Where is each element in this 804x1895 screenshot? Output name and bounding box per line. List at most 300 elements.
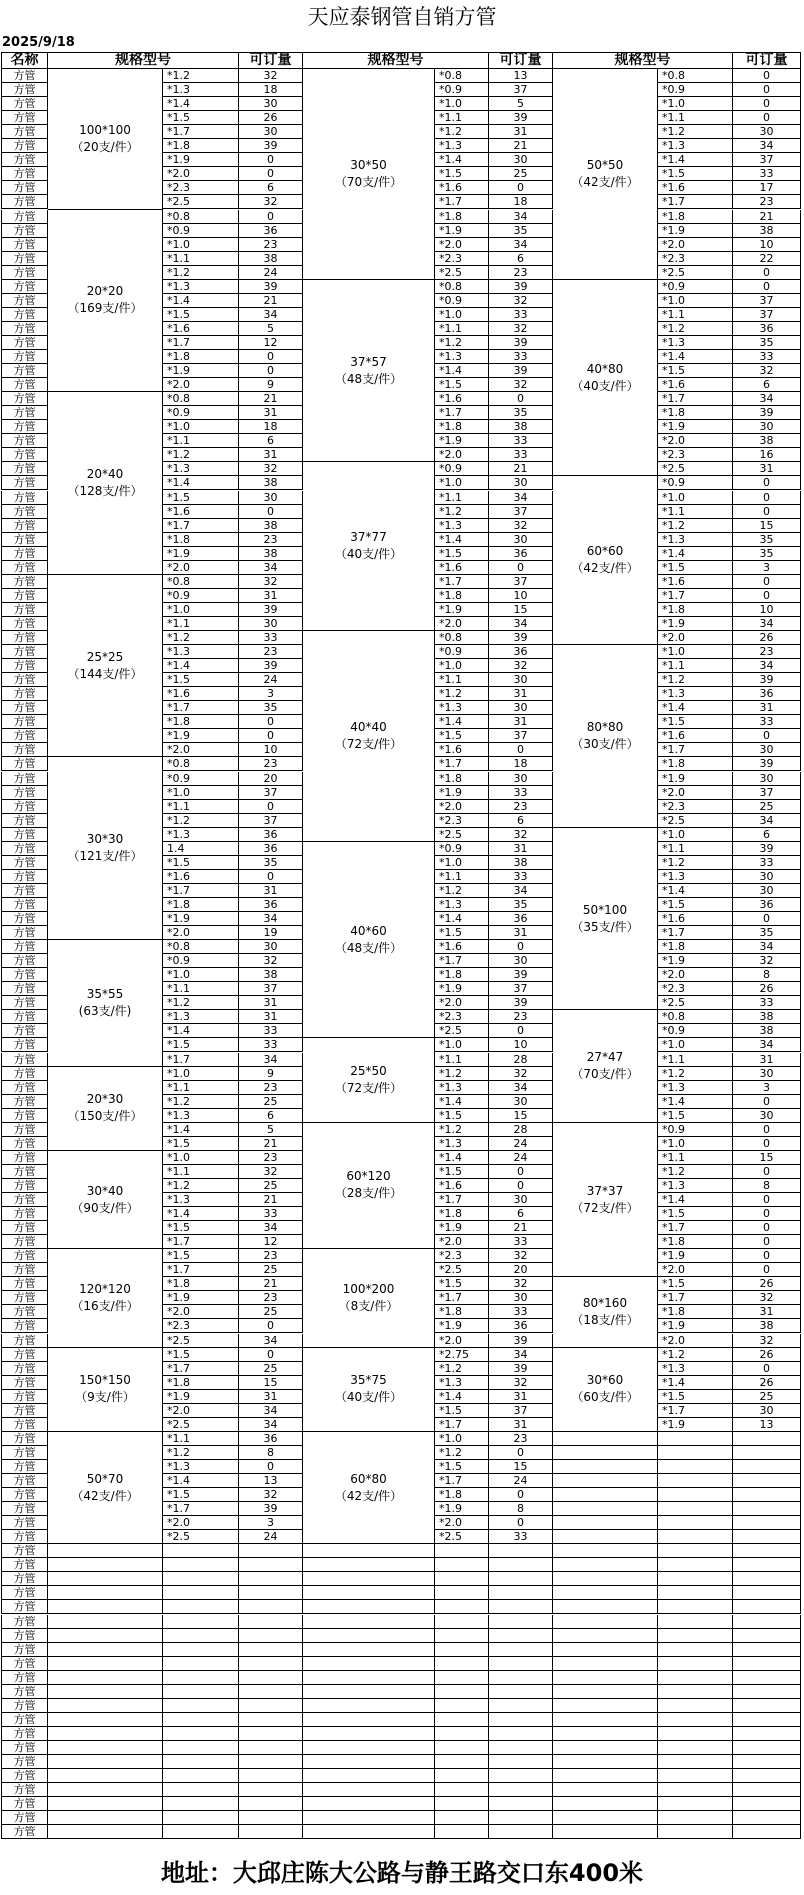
size-group bbox=[48, 1067, 163, 1151]
spec-cell: *1.5 bbox=[658, 364, 733, 378]
empty-cell bbox=[163, 1615, 239, 1629]
spec-cell: *2.5 bbox=[658, 814, 733, 828]
spec-cell: *1.7 bbox=[163, 336, 239, 350]
group-cell bbox=[553, 1741, 658, 1755]
spec-cell: *1.3 bbox=[163, 83, 239, 97]
quantity-cell: 0 bbox=[239, 1460, 303, 1474]
quantity-cell: 23 bbox=[239, 1249, 303, 1263]
empty-cell bbox=[239, 1727, 303, 1741]
quantity-cell: 39 bbox=[489, 631, 553, 645]
spec-cell: *1.6 bbox=[163, 687, 239, 701]
quantity-cell: 32 bbox=[239, 1488, 303, 1502]
spec-cell: *1.5 bbox=[435, 1404, 489, 1418]
spec-cell: *1.0 bbox=[435, 476, 489, 490]
spec-cell: *1.7 bbox=[163, 519, 239, 533]
spec-cell: *1.3 bbox=[658, 1179, 733, 1193]
spec-cell: *1.7 bbox=[163, 884, 239, 898]
quantity-cell: 39 bbox=[239, 1502, 303, 1516]
spec-cell: *1.0 bbox=[658, 1137, 733, 1151]
quantity-cell: 33 bbox=[733, 350, 801, 364]
product-name-cell: 方管 bbox=[1, 224, 48, 238]
spec-cell: *1.7 bbox=[163, 1053, 239, 1067]
column-header: 可订量 bbox=[239, 52, 303, 69]
spec-cell: *1.1 bbox=[658, 505, 733, 519]
empty-cell bbox=[489, 1699, 553, 1713]
quantity-cell: 34 bbox=[733, 814, 801, 828]
quantity-cell: 36 bbox=[733, 322, 801, 336]
spec-cell: *1.3 bbox=[658, 533, 733, 547]
group-cell bbox=[48, 1544, 163, 1558]
quantity-cell: 23 bbox=[489, 800, 553, 814]
spec-cell: *1.7 bbox=[163, 1362, 239, 1376]
spec-cell: *2.3 bbox=[658, 252, 733, 266]
spec-cell: *2.0 bbox=[658, 238, 733, 252]
product-name-cell: 方管 bbox=[1, 1502, 48, 1516]
spec-cell: *1.4 bbox=[163, 97, 239, 111]
group-cell bbox=[553, 1530, 658, 1544]
group-cell bbox=[303, 1769, 435, 1783]
spec-cell: *2.3 bbox=[163, 1319, 239, 1333]
spec-cell: *2.0 bbox=[658, 1334, 733, 1348]
quantity-cell: 34 bbox=[733, 1038, 801, 1052]
spec-cell: *1.1 bbox=[163, 800, 239, 814]
quantity-cell: 18 bbox=[239, 420, 303, 434]
product-name-cell: 方管 bbox=[1, 1797, 48, 1811]
quantity-cell: 0 bbox=[489, 940, 553, 954]
quantity-cell: 39 bbox=[733, 673, 801, 687]
quantity-cell: 26 bbox=[733, 982, 801, 996]
pack-label: （48支/件） bbox=[334, 940, 403, 955]
spec-cell: *1.3 bbox=[163, 280, 239, 294]
group-cell bbox=[303, 1657, 435, 1671]
spec-cell: *1.4 bbox=[435, 1095, 489, 1109]
size-label: 37*77 bbox=[350, 530, 387, 545]
empty-cell bbox=[239, 1572, 303, 1586]
quantity-cell: 31 bbox=[733, 462, 801, 476]
quantity-cell: 3 bbox=[733, 561, 801, 575]
spec-cell: *1.4 bbox=[435, 1151, 489, 1165]
spec-cell: *1.4 bbox=[658, 1095, 733, 1109]
spec-cell: *0.9 bbox=[658, 280, 733, 294]
size-label: 120*120 bbox=[79, 1281, 131, 1296]
product-name-cell: 方管 bbox=[1, 757, 48, 771]
quantity-cell: 35 bbox=[489, 406, 553, 420]
spec-cell: *1.0 bbox=[163, 420, 239, 434]
product-name-cell: 方管 bbox=[1, 378, 48, 392]
empty-cell bbox=[658, 1699, 733, 1713]
pack-label: （30支/件） bbox=[571, 736, 639, 751]
quantity-cell: 10 bbox=[489, 589, 553, 603]
product-name-cell: 方管 bbox=[1, 603, 48, 617]
empty-cell bbox=[733, 1727, 801, 1741]
size-group bbox=[48, 1348, 163, 1432]
quantity-cell: 39 bbox=[733, 842, 801, 856]
group-cell bbox=[303, 1643, 435, 1657]
empty-cell bbox=[658, 1727, 733, 1741]
spec-cell: *1.7 bbox=[435, 954, 489, 968]
group-cell bbox=[303, 1615, 435, 1629]
quantity-cell: 34 bbox=[239, 308, 303, 322]
spec-cell: *1.5 bbox=[163, 491, 239, 505]
spec-cell: *1.0 bbox=[658, 97, 733, 111]
quantity-cell: 34 bbox=[733, 139, 801, 153]
pack-label: （72支/件） bbox=[571, 1200, 639, 1215]
quantity-cell: 37 bbox=[239, 982, 303, 996]
spec-cell: *1.1 bbox=[163, 982, 239, 996]
empty-cell bbox=[239, 1825, 303, 1839]
spec-cell: *1.3 bbox=[658, 687, 733, 701]
product-name-cell: 方管 bbox=[1, 1586, 48, 1600]
quantity-cell: 32 bbox=[489, 322, 553, 336]
spec-cell: *2.3 bbox=[435, 1010, 489, 1024]
quantity-cell: 0 bbox=[733, 97, 801, 111]
empty-cell bbox=[239, 1797, 303, 1811]
quantity-cell: 31 bbox=[733, 1305, 801, 1319]
quantity-cell: 9 bbox=[239, 1067, 303, 1081]
pack-label: （20支/件） bbox=[71, 139, 139, 154]
quantity-cell: 6 bbox=[239, 181, 303, 195]
quantity-cell: 0 bbox=[489, 1488, 553, 1502]
empty-cell bbox=[658, 1685, 733, 1699]
spec-cell: *1.4 bbox=[163, 476, 239, 490]
empty-cell bbox=[733, 1741, 801, 1755]
product-name-cell: 方管 bbox=[1, 800, 48, 814]
quantity-cell: 0 bbox=[733, 1221, 801, 1235]
group-cell bbox=[48, 1671, 163, 1685]
spec-cell: *1.0 bbox=[163, 603, 239, 617]
spec-cell: *0.9 bbox=[435, 842, 489, 856]
size-group bbox=[553, 1010, 658, 1122]
spec-cell: *2.0 bbox=[435, 800, 489, 814]
pack-label: （28支/件） bbox=[334, 1186, 403, 1201]
empty-cell bbox=[163, 1727, 239, 1741]
spec-cell: *1.8 bbox=[163, 715, 239, 729]
spec-cell: *1.3 bbox=[163, 1193, 239, 1207]
spec-cell: *1.2 bbox=[658, 519, 733, 533]
size-group bbox=[303, 1432, 435, 1544]
spec-cell: *0.8 bbox=[658, 1010, 733, 1024]
quantity-cell: 0 bbox=[733, 1362, 801, 1376]
quantity-cell: 0 bbox=[733, 1207, 801, 1221]
group-cell bbox=[553, 1783, 658, 1797]
quantity-cell: 39 bbox=[489, 1334, 553, 1348]
quantity-cell: 5 bbox=[239, 1123, 303, 1137]
spec-cell: *1.4 bbox=[435, 533, 489, 547]
spec-cell: *2.5 bbox=[435, 1024, 489, 1038]
quantity-cell: 23 bbox=[489, 266, 553, 280]
spec-cell: *2.5 bbox=[163, 195, 239, 209]
group-cell bbox=[48, 1797, 163, 1811]
empty-cell bbox=[658, 1811, 733, 1825]
quantity-cell: 24 bbox=[239, 673, 303, 687]
group-cell bbox=[303, 1699, 435, 1713]
spec-cell: *1.1 bbox=[435, 870, 489, 884]
quantity-cell: 21 bbox=[733, 210, 801, 224]
quantity-cell: 37 bbox=[489, 982, 553, 996]
quantity-cell: 0 bbox=[239, 167, 303, 181]
spec-cell: *1.2 bbox=[435, 1067, 489, 1081]
quantity-cell: 33 bbox=[733, 996, 801, 1010]
group-cell bbox=[553, 1643, 658, 1657]
spec-cell: *2.5 bbox=[658, 996, 733, 1010]
empty-cell bbox=[163, 1671, 239, 1685]
spec-cell: *1.2 bbox=[658, 856, 733, 870]
spec-cell: *2.0 bbox=[163, 1404, 239, 1418]
quantity-cell: 39 bbox=[489, 111, 553, 125]
size-group bbox=[553, 1123, 658, 1278]
spec-cell: *1.1 bbox=[658, 659, 733, 673]
group-cell bbox=[553, 1713, 658, 1727]
size-group bbox=[553, 645, 658, 828]
product-name-cell: 方管 bbox=[1, 589, 48, 603]
product-name-cell: 方管 bbox=[1, 786, 48, 800]
product-name-cell: 方管 bbox=[1, 1446, 48, 1460]
quantity-cell: 30 bbox=[733, 772, 801, 786]
spec-cell: *1.8 bbox=[435, 1488, 489, 1502]
spec-cell: *1.9 bbox=[163, 1390, 239, 1404]
empty-cell bbox=[489, 1741, 553, 1755]
product-name-cell: 方管 bbox=[1, 898, 48, 912]
quantity-cell: 32 bbox=[733, 1334, 801, 1348]
spec-cell: *1.0 bbox=[435, 659, 489, 673]
size-group bbox=[303, 69, 435, 280]
group-cell bbox=[303, 1811, 435, 1825]
quantity-cell: 15 bbox=[489, 1109, 553, 1123]
product-name-cell: 方管 bbox=[1, 350, 48, 364]
product-name-cell: 方管 bbox=[1, 1685, 48, 1699]
empty-cell bbox=[733, 1671, 801, 1685]
quantity-cell: 32 bbox=[489, 378, 553, 392]
quantity-cell: 0 bbox=[239, 1319, 303, 1333]
empty-cell bbox=[658, 1460, 733, 1474]
quantity-cell: 0 bbox=[733, 1235, 801, 1249]
quantity-cell: 22 bbox=[733, 252, 801, 266]
spec-cell: *1.9 bbox=[435, 982, 489, 996]
spec-cell: *1.2 bbox=[435, 687, 489, 701]
size-label: 30*50 bbox=[350, 157, 387, 172]
group-cell bbox=[553, 1825, 658, 1839]
spec-cell: *1.1 bbox=[658, 1053, 733, 1067]
product-name-cell: 方管 bbox=[1, 476, 48, 490]
empty-cell bbox=[163, 1600, 239, 1614]
quantity-cell: 31 bbox=[239, 589, 303, 603]
spec-cell: *2.0 bbox=[435, 1516, 489, 1530]
spec-cell: *0.8 bbox=[163, 392, 239, 406]
empty-cell bbox=[435, 1727, 489, 1741]
spec-cell: *1.3 bbox=[163, 1010, 239, 1024]
spec-cell: *1.0 bbox=[658, 294, 733, 308]
size-group bbox=[553, 828, 658, 1011]
quantity-cell: 33 bbox=[489, 350, 553, 364]
spec-cell: *2.0 bbox=[163, 926, 239, 940]
quantity-cell: 25 bbox=[239, 1305, 303, 1319]
quantity-cell: 38 bbox=[489, 856, 553, 870]
product-name-cell: 方管 bbox=[1, 729, 48, 743]
size-label: 80*160 bbox=[582, 1295, 628, 1310]
group-cell bbox=[48, 1713, 163, 1727]
quantity-cell: 38 bbox=[733, 434, 801, 448]
spec-cell: *2.0 bbox=[435, 1334, 489, 1348]
product-name-cell: 方管 bbox=[1, 294, 48, 308]
spec-cell: *0.9 bbox=[163, 772, 239, 786]
quantity-cell: 38 bbox=[489, 420, 553, 434]
spec-cell: *1.9 bbox=[163, 912, 239, 926]
spec-cell: *1.5 bbox=[658, 1390, 733, 1404]
size-label: 20*20 bbox=[86, 284, 124, 299]
quantity-cell: 34 bbox=[489, 884, 553, 898]
spec-cell: *1.7 bbox=[435, 195, 489, 209]
group-cell bbox=[48, 1615, 163, 1629]
product-name-cell: 方管 bbox=[1, 238, 48, 252]
spec-cell: *1.5 bbox=[658, 167, 733, 181]
quantity-cell: 34 bbox=[489, 617, 553, 631]
quantity-cell: 37 bbox=[239, 786, 303, 800]
spec-cell: *1.4 bbox=[163, 1474, 239, 1488]
product-name-cell: 方管 bbox=[1, 715, 48, 729]
spec-cell: *1.5 bbox=[435, 167, 489, 181]
size-label: 50*70 bbox=[86, 1471, 124, 1486]
quantity-cell: 0 bbox=[733, 575, 801, 589]
empty-cell bbox=[435, 1643, 489, 1657]
spec-cell: *0.8 bbox=[163, 757, 239, 771]
quantity-cell: 0 bbox=[239, 350, 303, 364]
spec-cell: *1.8 bbox=[163, 1277, 239, 1291]
empty-cell bbox=[239, 1699, 303, 1713]
spec-cell: *0.9 bbox=[658, 83, 733, 97]
product-name-cell: 方管 bbox=[1, 631, 48, 645]
empty-cell bbox=[489, 1811, 553, 1825]
empty-cell bbox=[163, 1544, 239, 1558]
quantity-cell: 0 bbox=[239, 153, 303, 167]
product-name-cell: 方管 bbox=[1, 1699, 48, 1713]
empty-cell bbox=[733, 1446, 801, 1460]
spec-cell: *1.9 bbox=[658, 954, 733, 968]
quantity-cell: 38 bbox=[733, 1319, 801, 1333]
spec-cell: *1.0 bbox=[658, 828, 733, 842]
product-name-cell: 方管 bbox=[1, 1488, 48, 1502]
quantity-cell: 37 bbox=[489, 729, 553, 743]
table-row bbox=[1, 1741, 801, 1755]
quantity-cell: 38 bbox=[239, 547, 303, 561]
spec-cell: *2.0 bbox=[658, 434, 733, 448]
group-cell bbox=[303, 1558, 435, 1572]
quantity-cell: 30 bbox=[733, 743, 801, 757]
empty-cell bbox=[435, 1685, 489, 1699]
quantity-cell: 21 bbox=[489, 1221, 553, 1235]
product-name-cell: 方管 bbox=[1, 181, 48, 195]
spec-cell: *1.9 bbox=[163, 729, 239, 743]
product-name-cell: 方管 bbox=[1, 1811, 48, 1825]
quantity-cell: 34 bbox=[733, 392, 801, 406]
spec-cell: *1.9 bbox=[163, 1291, 239, 1305]
quantity-cell: 30 bbox=[239, 97, 303, 111]
table-row bbox=[1, 1811, 801, 1825]
spec-cell: *1.9 bbox=[163, 364, 239, 378]
spec-cell: *1.8 bbox=[658, 1235, 733, 1249]
size-label: 25*50 bbox=[350, 1064, 387, 1079]
spec-cell: *1.3 bbox=[435, 519, 489, 533]
empty-cell bbox=[163, 1558, 239, 1572]
spec-cell: *2.0 bbox=[435, 617, 489, 631]
spec-cell: *1.7 bbox=[435, 757, 489, 771]
spec-cell: *1.5 bbox=[435, 547, 489, 561]
size-group bbox=[303, 462, 435, 631]
group-cell bbox=[553, 1755, 658, 1769]
quantity-cell: 31 bbox=[733, 1053, 801, 1067]
empty-cell bbox=[489, 1657, 553, 1671]
quantity-cell: 0 bbox=[239, 1348, 303, 1362]
spec-cell: *1.3 bbox=[163, 1109, 239, 1123]
empty-cell bbox=[163, 1741, 239, 1755]
empty-cell bbox=[733, 1586, 801, 1600]
quantity-cell: 23 bbox=[489, 1432, 553, 1446]
empty-cell bbox=[658, 1769, 733, 1783]
quantity-cell: 39 bbox=[489, 280, 553, 294]
spec-cell: *1.4 bbox=[658, 350, 733, 364]
quantity-cell: 0 bbox=[733, 111, 801, 125]
quantity-cell: 0 bbox=[733, 589, 801, 603]
empty-cell bbox=[435, 1586, 489, 1600]
size-label: 20*40 bbox=[86, 466, 124, 481]
spec-cell: *2.0 bbox=[163, 378, 239, 392]
spec-cell: *1.7 bbox=[658, 392, 733, 406]
product-name-cell: 方管 bbox=[1, 575, 48, 589]
empty-cell bbox=[163, 1657, 239, 1671]
product-name-cell: 方管 bbox=[1, 1137, 48, 1151]
quantity-cell: 0 bbox=[489, 1516, 553, 1530]
quantity-cell: 0 bbox=[489, 392, 553, 406]
quantity-cell: 0 bbox=[489, 1024, 553, 1038]
spec-cell: *1.7 bbox=[435, 1418, 489, 1432]
quantity-cell: 32 bbox=[489, 828, 553, 842]
empty-cell bbox=[163, 1825, 239, 1839]
empty-cell bbox=[435, 1544, 489, 1558]
spec-cell: *1.2 bbox=[435, 1123, 489, 1137]
size-group bbox=[48, 1249, 163, 1347]
spec-cell: *1.2 bbox=[658, 1067, 733, 1081]
product-name-cell: 方管 bbox=[1, 1769, 48, 1783]
product-name-cell: 方管 bbox=[1, 1376, 48, 1390]
spec-cell: *1.9 bbox=[658, 224, 733, 238]
quantity-cell: 13 bbox=[733, 1418, 801, 1432]
spec-cell: *1.0 bbox=[435, 308, 489, 322]
quantity-cell: 32 bbox=[239, 954, 303, 968]
quantity-cell: 32 bbox=[239, 462, 303, 476]
quantity-cell: 28 bbox=[489, 1123, 553, 1137]
quantity-cell: 35 bbox=[733, 533, 801, 547]
empty-cell bbox=[733, 1530, 801, 1544]
empty-cell bbox=[489, 1797, 553, 1811]
quantity-cell: 35 bbox=[733, 926, 801, 940]
spec-cell: *1.6 bbox=[163, 322, 239, 336]
product-name-cell: 方管 bbox=[1, 1024, 48, 1038]
size-label: 100*100 bbox=[79, 122, 131, 137]
empty-cell bbox=[658, 1797, 733, 1811]
quantity-cell: 34 bbox=[239, 912, 303, 926]
quantity-cell: 20 bbox=[489, 1263, 553, 1277]
spec-cell: *1.6 bbox=[658, 729, 733, 743]
pack-label: （42支/件） bbox=[571, 174, 639, 189]
size-group bbox=[48, 757, 163, 940]
spec-cell: *1.3 bbox=[435, 1137, 489, 1151]
product-name-cell: 方管 bbox=[1, 1249, 48, 1263]
quantity-cell: 8 bbox=[239, 1446, 303, 1460]
empty-cell bbox=[658, 1502, 733, 1516]
spec-cell: *1.8 bbox=[435, 589, 489, 603]
quantity-cell: 25 bbox=[733, 800, 801, 814]
empty-cell bbox=[239, 1713, 303, 1727]
quantity-cell: 31 bbox=[239, 1390, 303, 1404]
